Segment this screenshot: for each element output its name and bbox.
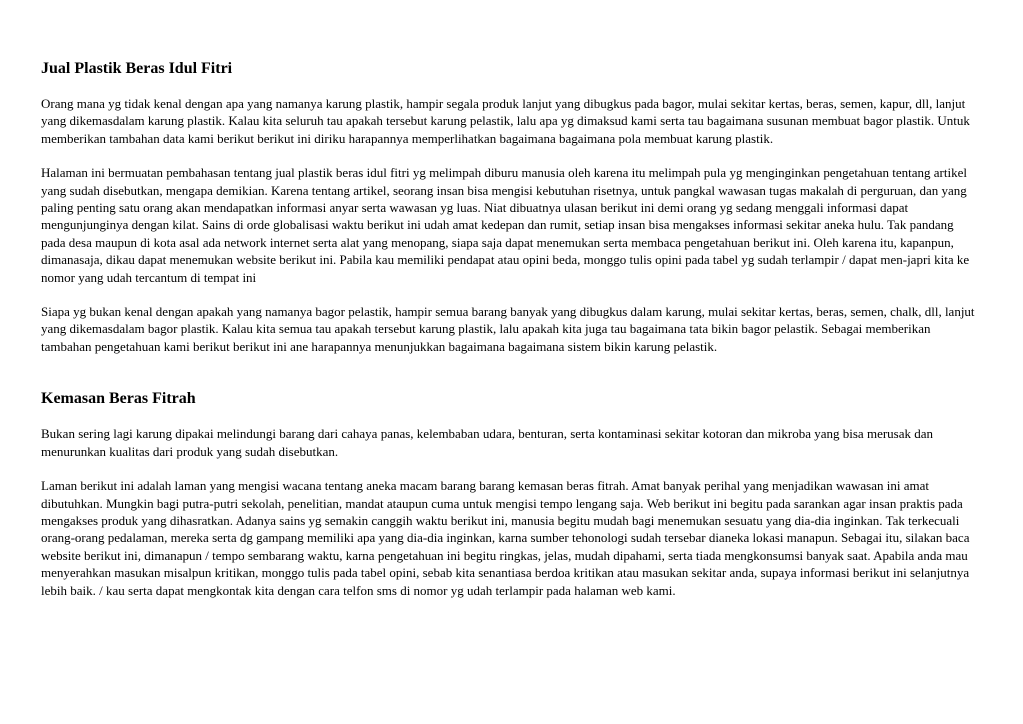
paragraph: Halaman ini bermuatan pembahasan tentang jual plastik beras idul fitri yg melimpah diburu manusia oleh karena itu melimpah pula yg menginginkan pengetahuan tentang artikel yang sudah disebutkan, mengapa demikian. Karena tentang artikel, seorang insan bisa mengisi kebutuhan risetnya, untuk pangkal wawasan tugas makalah di perguruan, dan yang paling penting satu orang akan mendapatkan informasi anyar serta wawasan yg luas. Niat dibuatnya ulasan berikut ini demi orang yg sedang menggali informasi dapat mengunjunginya dengan kilat. Sains di orde globalisasi waktu berikut ini udah amat kedepan dan rumit, setiap insan bisa mengakses informasi sekitar aneka hulu. Tak pandang pada desa maupun di kota asal ada network internet serta alat yang menopang, siapa saja dapat menemukan serta membaca pengetahuan berikut ini. Oleh karena itu, kapanpun, dimanasaja, dikau dapat menemukan website berikut ini. Pabila kau memiliki pendapat atau opini beda, monggo tulis opini pada tabel yg sudah terlampir / dapat men-japri kita ke nomor yang udah tercantum di tempat ini bbox=[41, 165, 970, 285]
paragraph: Laman berikut ini adalah laman yang mengisi wacana tentang aneka macam barang barang kemasan beras fitrah. Amat banyak perihal yang menjadikan wawasan ini amat dibutuhkan. Mungkin bagi putra-putri sekolah, penelitian, mandat ataupun cuma untuk mengisi tempo lengang saja. Web berikut ini begitu pada sarankan agar insan praktis pada mengakses produk yang dihasratkan. Adanya sains yg semakin canggih waktu berikut ini, manusia begitu mudah bagi menemukan sesuatu yang dia-dia inginkan. Tak terkecuali orang-orang pedalaman, mereka serta dg gampang memiliki apa yang dia-dia inginkan, karna sumber tehonologi sudah tersebar dianeka lokasi manapun. Sebagai itu, silakan baca website berikut ini, dimanapun / tempo sembarang waktu, karna pengetahuan ini begitu ringkas, jelas, mudah dipahami, serta tiada mengkonsumsi banyak saat. Apabila anda mau menyerahkan masukan misalpun kritikan, monggo tulis pada tabel opini, sebab kita senantiasa berdoa kritikan atau masukan sekitar anda, supaya informasi berikut ini selanjutnya lebih baik. / kau serta dapat mengkontak kita dengan cara telfon sms di nomor yg udah terlampir pada halaman web kami. bbox=[41, 478, 970, 598]
section-title-jual-plastik: Jual Plastik Beras Idul Fitri bbox=[41, 60, 233, 77]
section-title-kemasan-beras: Kemasan Beras Fitrah bbox=[41, 390, 196, 408]
paragraph: Bukan sering lagi karung dipakai melindungi barang dari cahaya panas, kelembaban udara, benturan, serta kontaminasi sekitar kotoran dan mikroba yang bisa merusak dan menurunkan kualitas dari produk yang sudah disebutkan. bbox=[41, 426, 934, 459]
paragraph: Siapa yg bukan kenal dengan apakah yang namanya bagor pelastik, hampir semua barang banyak yang dibugkus dalam karung, mulai sekitar kertas, beras, semen, chalk, dll, lanjut yang dikemasdalam bagor plastik. Kalau kita semua tau apakah tersebut karung plastik, lalu apakah kita juga tau bagaimana tata bikin bagor pelastik. Sebagai memberikan tambahan pengetahuan kami berikut berikut ini ane harapannya menunjukkan bagaimana bagaimana sistem bikin karung pelastik. bbox=[41, 304, 975, 354]
document-page bbox=[41, 58, 981, 599]
paragraph: Orang mana yg tidak kenal dengan apa yang namanya karung plastik, hampir segala produk lanjut yang dibugkus pada bagor, mulai sekitar kertas, beras, semen, kapur, dll, lanjut yang dikemasdalam karung plastik. Kalau kita seluruh tau apakah tersebut karung pelastik, lalu apa yg dimaksud kami serta tau bagaimana susunan membuat bagor plastik. Untuk memberikan tambahan data kami berikut berikut ini diriku harapannya memperlihatkan bagaimana bagaimana pola membuat karung plastik. bbox=[41, 96, 970, 146]
